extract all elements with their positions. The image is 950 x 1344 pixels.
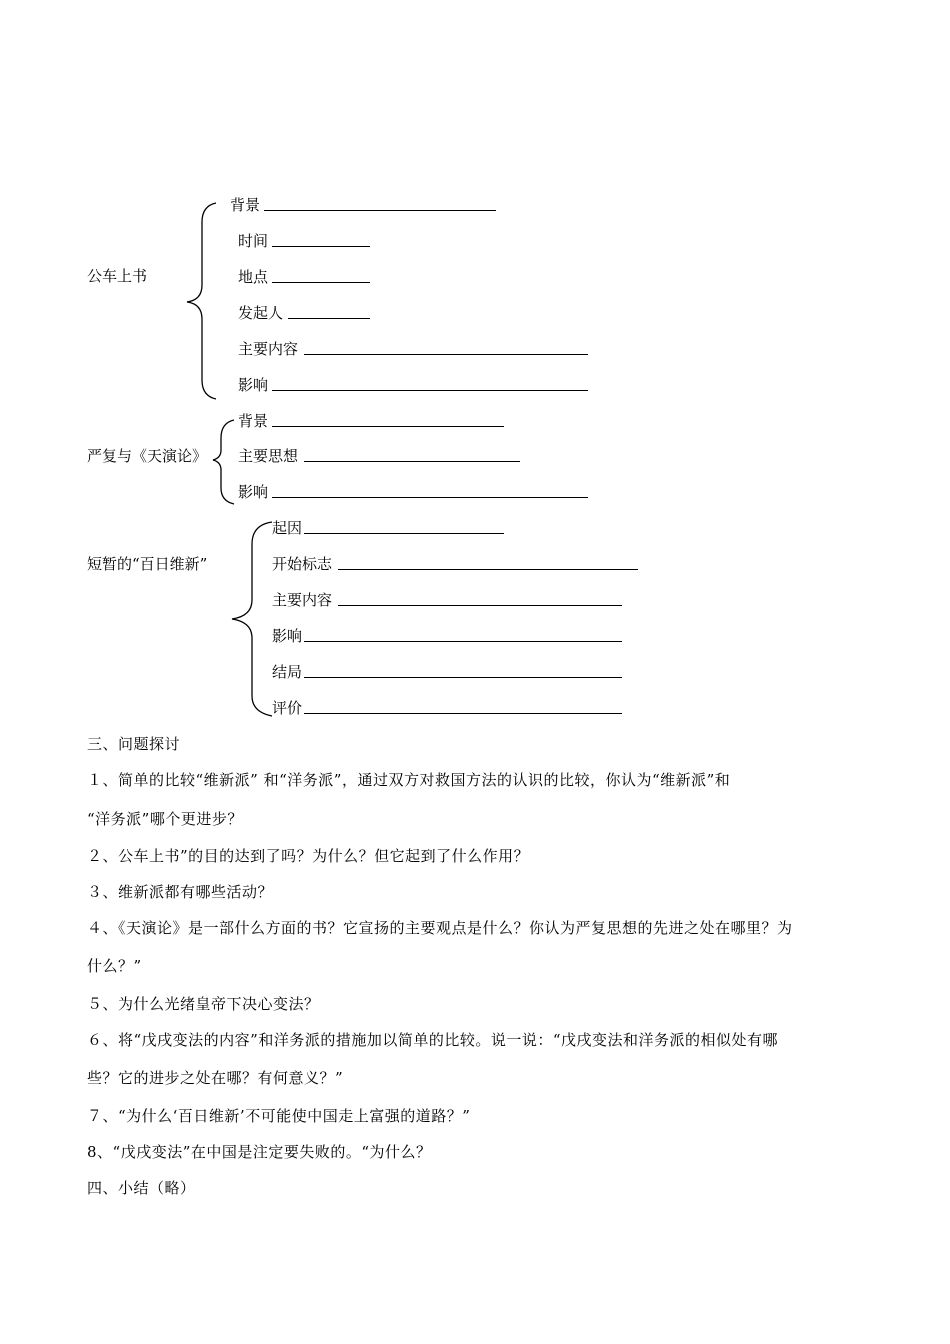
section3-blank-result[interactable]	[304, 677, 622, 678]
section2-label-background: 背景	[238, 412, 269, 430]
question-3: ３、维新派都有哪些活动？	[87, 883, 274, 901]
section3-label-evaluation: 评价	[272, 699, 303, 717]
section1-blank-influence[interactable]	[272, 390, 588, 391]
discussion-heading: 三、问题探讨	[87, 735, 181, 753]
question-1-line1: １、简单的比较“维新派” 和“洋务派”，通过双方对救国方法的认识的比较，你认为“维新派”和	[87, 771, 731, 789]
section1-title: 公车上书	[87, 267, 148, 285]
section3-label-start: 开始标志	[272, 555, 333, 573]
question-2: ２、公车上书”的目的达到了吗？为什么？但它起到了什么作用？	[87, 847, 530, 865]
question-1-line2: “洋务派”哪个更进步？	[87, 810, 243, 828]
question-5: ５、为什么光绪皇帝下决心变法？	[87, 995, 320, 1013]
section1-blank-content[interactable]	[304, 354, 588, 355]
section3-title: 短暂的“百日维新”	[87, 555, 208, 573]
section3-label-result: 结局	[272, 663, 303, 681]
section2-label-thought: 主要思想	[238, 447, 299, 465]
question-6-line1: ６、将“戊戌变法的内容”和洋务派的措施加以简单的比较。说一说：“戊戌变法和洋务派的相似处有哪	[87, 1031, 779, 1049]
brace-section3	[232, 522, 272, 716]
section1-blank-place[interactable]	[272, 282, 370, 283]
section3-blank-evaluation[interactable]	[304, 713, 622, 714]
section1-blank-background[interactable]	[264, 210, 496, 211]
section2-blank-thought[interactable]	[304, 461, 520, 462]
section2-blank-background[interactable]	[272, 426, 504, 427]
summary-heading: 四、小结（略）	[87, 1179, 196, 1197]
section1-label-influence: 影响	[238, 376, 269, 394]
question-4-line2: 什么？”	[87, 957, 142, 975]
section3-blank-cause[interactable]	[304, 533, 504, 534]
brace-section1	[187, 203, 216, 399]
question-4-line1: ４、《天演论》是一部什么方面的书？它宣扬的主要观点是什么？你认为严复思想的先进之处在哪里？为	[87, 919, 793, 937]
section1-blank-initiator[interactable]	[288, 318, 370, 319]
section2-label-influence: 影响	[238, 483, 269, 501]
section1-blank-time[interactable]	[272, 246, 370, 247]
section1-label-place: 地点	[238, 268, 269, 286]
section2-title: 严复与《天演论》	[87, 447, 208, 465]
section1-label-background: 背景	[230, 196, 261, 214]
section3-label-content: 主要内容	[272, 591, 333, 609]
brace-section2	[213, 420, 234, 504]
section1-label-initiator: 发起人	[238, 304, 284, 322]
question-7: ７、“为什么‘百日维新’不可能使中国走上富强的道路？”	[87, 1107, 471, 1125]
section1-label-content: 主要内容	[238, 340, 299, 358]
section3-label-influence: 影响	[272, 627, 303, 645]
section3-label-cause: 起因	[272, 519, 303, 537]
section3-blank-influence[interactable]	[304, 641, 622, 642]
section2-blank-influence[interactable]	[272, 497, 588, 498]
section3-blank-content[interactable]	[338, 605, 622, 606]
section1-label-time: 时间	[238, 232, 269, 250]
question-8: 8、“戊戌变法”在中国是注定要失败的。“为什么？	[87, 1143, 432, 1161]
question-6-line2: 些？它的进步之处在哪？有何意义？”	[87, 1069, 344, 1087]
section3-blank-start[interactable]	[338, 569, 638, 570]
